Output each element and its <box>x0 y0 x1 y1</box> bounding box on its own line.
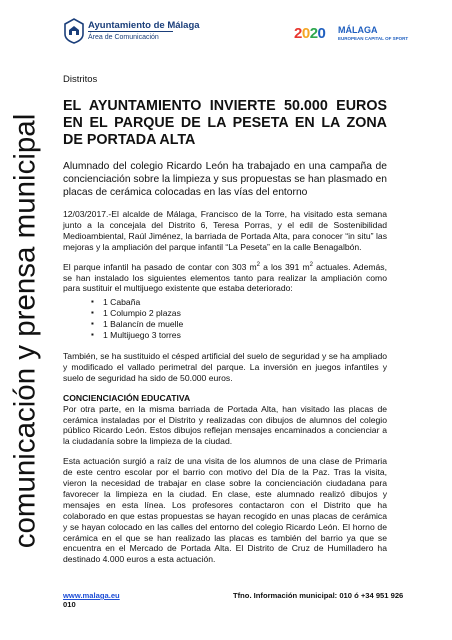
paragraph-2-part-b: a los 391 m <box>259 261 310 272</box>
superscript-1: 2 <box>256 261 260 268</box>
page-number: 010 <box>63 600 76 609</box>
paragraph-5: Esta actuación surgió a raíz de una visita de los alumnos de una clase de Primaria de este centro escolar por el barrio con motivo del Día de la Paz. Tras la visita, vieron la necesidad de trabajar en clase sobre la concienciación ciudadana para favorecer la limpieza en la ciudad. En clase, este alumnado realizó dibujos y mensajes en esta línea. Los profesores contactaron con el Distrito que ha colaborado en que estas propuestas se hayan recogido en unas placas de cerámica y se hayan colocado en las calles del entorno del colegio Ricardo León. El horno de cerámica en el que se han realizado las placas es también del barrio ya que se encuentra en el Mercado de Portada Alta. El Distrito de Cruz de Humilladero ha destinado 4.000 euros a esta actuación. <box>63 456 387 565</box>
paragraph-2-part-a: El parque infantil ha pasado de contar con 303 m <box>63 261 257 272</box>
side-banner <box>5 78 45 583</box>
subheadline: Alumnado del colegio Ricardo León ha trabajado en una campaña de concienciación sobre la limpieza y sus propuestas se han plasmado en placas de cerámica colocadas en las vías del entorno <box>63 161 387 198</box>
paragraph-3: También, se ha sustituido el césped artificial del suelo de seguridad y se ha ampliado y modificado el vallado perimetral del parque. La inversión en juegos infantiles y suelo de seguridad ha sido de 50.000 euros. <box>63 350 387 383</box>
section-heading: CONCIENCIACIÓN EDUCATIVA <box>63 392 191 403</box>
header-rule <box>88 31 173 32</box>
malaga-coat-of-arms-icon <box>63 18 85 44</box>
brand-subtitle: EUROPEAN CAPITAL OF SPORT <box>338 36 409 41</box>
headline: EL AYUNTAMIENTO INVIERTE 50.000 EUROS EN EL PARQUE DE LA PESETA EN LA ZONA DE PORTADA ALTA <box>63 98 387 148</box>
brand-name: MÁLAGA <box>338 25 378 35</box>
org-name: Ayuntamiento de Málaga <box>88 20 200 31</box>
section-label: Distritos <box>63 74 98 85</box>
org-subtitle: Área de Comunicación <box>88 34 159 41</box>
paragraph-4: Por otra parte, en la misma barriada de Portada Alta, han visitado las placas de cerámica instaladas por el Distrito y realizadas con dibujos de alumnos del colegio público Ricardo León. Estos dibujos reflejan mensajes encaminados a concienciar a la ciudadanía sobre la limpieza de la ciudad. <box>63 403 387 447</box>
superscript-2: 2 <box>309 261 313 268</box>
list-item: ▪ 1 Columpio 2 plazas <box>103 308 387 319</box>
paragraph-2 <box>63 262 387 295</box>
equipment-list <box>63 297 387 341</box>
contact-phone: Tfno. Información municipal: 010 ó +34 951 926 <box>233 591 404 600</box>
list-item: ▪ 1 Balancín de muelle <box>103 319 387 330</box>
website-link[interactable]: www.malaga.eu <box>63 591 120 600</box>
article-body <box>63 74 387 574</box>
brand-year: 2020 <box>294 25 326 42</box>
malaga-2020-logo <box>294 25 444 47</box>
list-item: ▪ 1 Multijuego 3 torres <box>103 330 387 341</box>
list-item: ▪ 1 Cabaña <box>103 297 387 308</box>
paragraph-2-part-c: actuales. Además, se han instalado los siguientes elementos tanto para realizar la ampliación como para sustituir el multijuego existente que estaba deteriorado: <box>63 261 387 294</box>
paragraph-1: 12/03/2017.-El alcalde de Málaga, Francisco de la Torre, ha visitado esta semana junto a la concejala del Distrito 6, Teresa Porras, y el edil de Sostenibilidad Medioambiental, Raúl Jiménez, la barriada de Portada Alta, para conocer “in situ” las mejoras y la ampliación del parque infantil “La Peseta” en la calle Benagalbón. <box>63 209 387 252</box>
side-banner-text: comunicación y prensa municipal <box>8 113 41 548</box>
